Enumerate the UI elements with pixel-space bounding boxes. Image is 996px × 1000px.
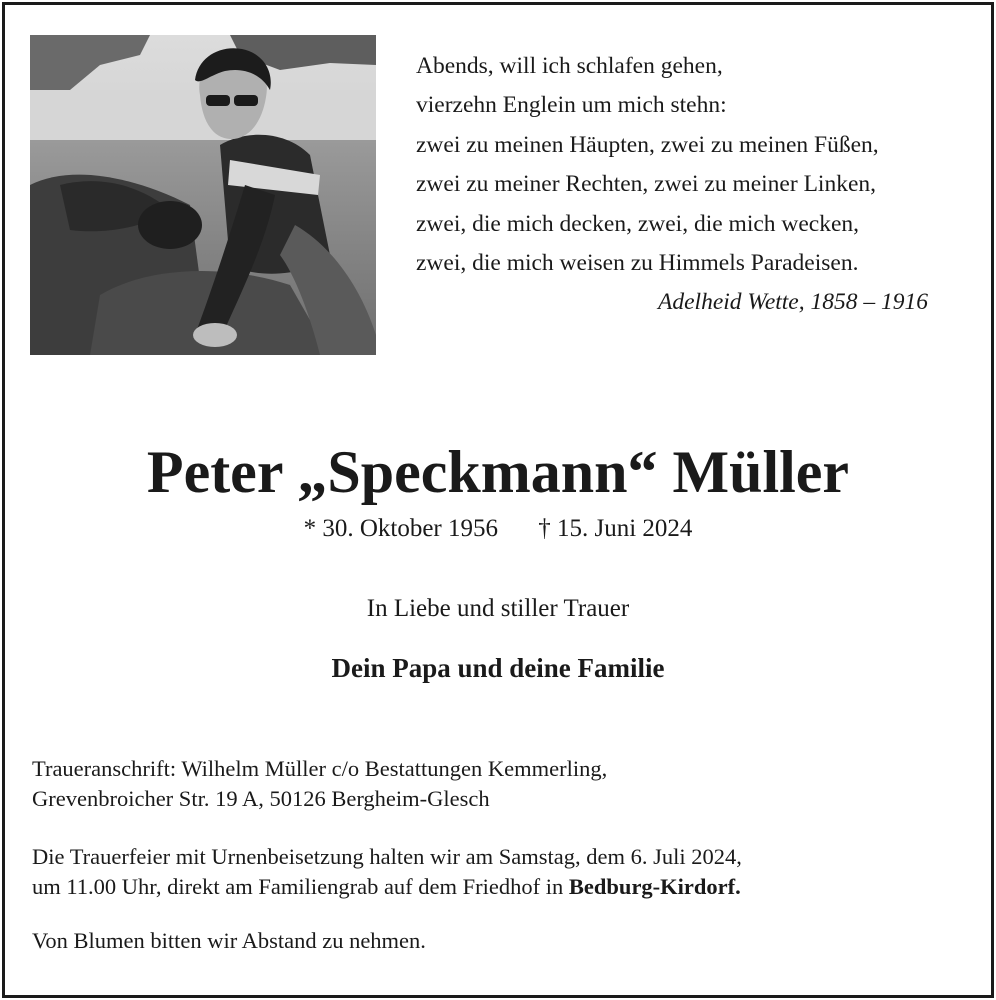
poem-line: Abends, will ich schlafen gehen, [416, 53, 723, 79]
birth-date: * 30. Oktober 1956 [303, 515, 498, 542]
poem-line: zwei zu meiner Rechten, zwei zu meiner Linken, [416, 171, 877, 198]
ceremony-line [32, 872, 962, 902]
ceremony-line: Die Trauerfeier mit Urnenbeisetzung halten wir am Samstag, dem 6. Juli 2024, [32, 844, 742, 869]
mourning-address [32, 754, 962, 814]
address-line: Grevenbroicher Str. 19 A, 50126 Bergheim-Glesch [32, 786, 490, 811]
address-line: Traueranschrift: Wilhelm Müller c/o Bestattungen Kemmerling, [32, 756, 608, 781]
deceased-name: Peter „Speckmann“ Müller [146, 439, 850, 505]
mourning-text: In Liebe und stiller Trauer [366, 595, 630, 622]
poem [416, 47, 976, 323]
poem-line: zwei zu meinen Häupten, zwei zu meinen Füßen, [416, 131, 879, 158]
ceremony-line-text: um 11.00 Uhr, direkt am Familiengrab auf dem Friedhof in [32, 874, 569, 899]
life-dates [0, 512, 996, 546]
flowers-note: Von Blumen bitten wir Abstand zu nehmen. [32, 928, 426, 953]
poem-author: Adelheid Wette, 1858 – 1916 [658, 289, 928, 316]
family-signature: Dein Papa und deine Familie [331, 653, 665, 683]
portrait-photo [30, 35, 376, 355]
poem-line: vierzehn Englein um mich stehn: [416, 92, 727, 119]
poem-line: zwei, die mich weisen zu Himmels Paradeisen. [416, 250, 859, 277]
death-date: † 15. Juni 2024 [538, 515, 693, 542]
ceremony-info [32, 842, 962, 902]
ceremony-location: Bedburg-Kirdorf. [568, 874, 741, 899]
poem-line: zwei, die mich decken, zwei, die mich wecken, [416, 210, 860, 237]
portrait-illustration [30, 35, 376, 355]
